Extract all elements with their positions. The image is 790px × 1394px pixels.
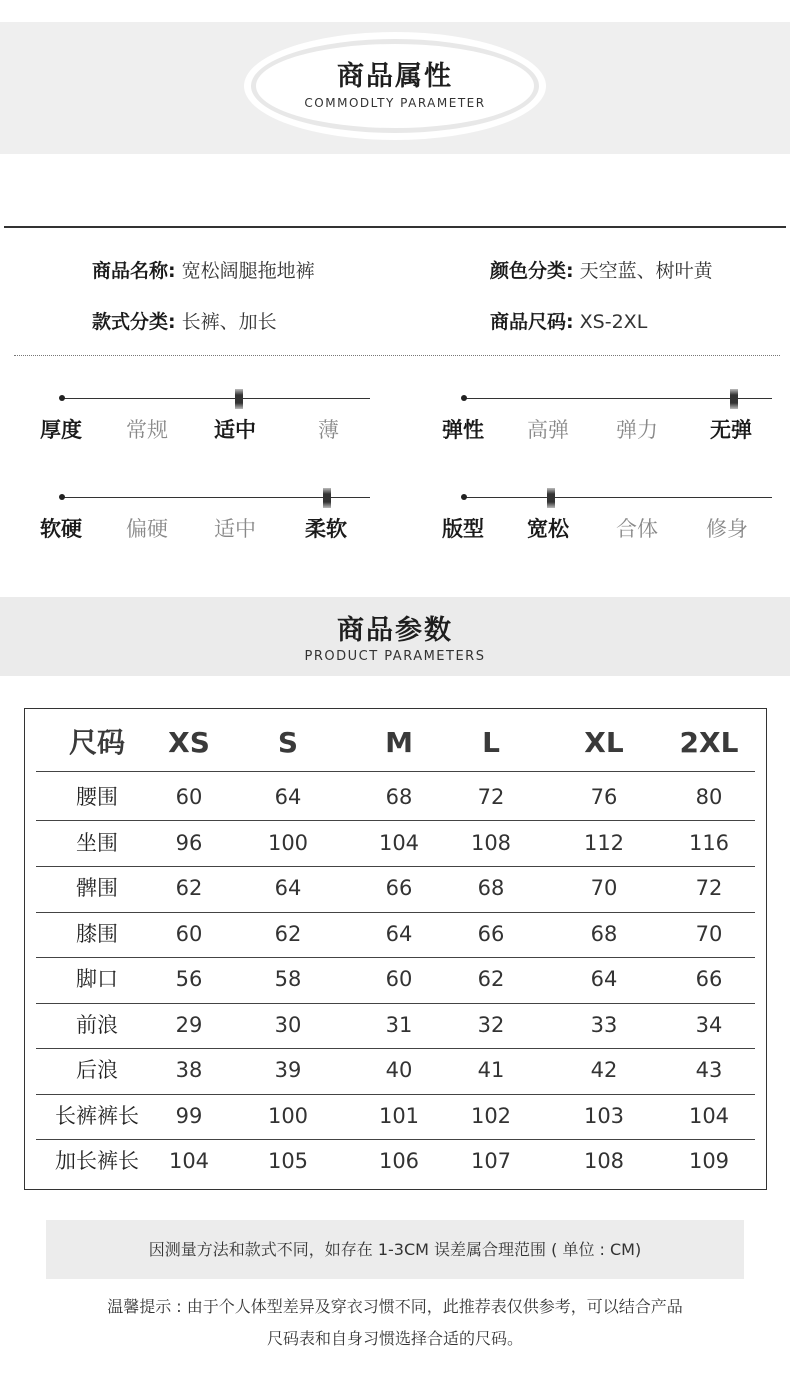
table-cell: 104 <box>688 1104 730 1128</box>
table-row-label: 坐围 <box>76 831 118 855</box>
attr-label: 颜色分类: <box>490 260 574 282</box>
table-cell: 60 <box>175 922 203 946</box>
table-cell: 43 <box>695 1058 723 1082</box>
slider-track-elasticity <box>464 398 772 399</box>
table-cell: 100 <box>267 831 309 855</box>
table-header-col: XL <box>584 726 624 759</box>
attr-size <box>490 307 647 334</box>
table-row-label: 脚口 <box>76 967 118 991</box>
table-row-label: 膝围 <box>76 922 118 946</box>
table-cell: 41 <box>477 1058 505 1082</box>
slider-title-elasticity: 弹性 <box>442 418 484 442</box>
attr-style <box>92 307 277 334</box>
table-header-col: XS <box>168 726 210 759</box>
attr-value: 天空蓝、树叶黄 <box>579 260 713 282</box>
table-cell: 34 <box>695 1013 723 1037</box>
slider-title-thickness: 厚度 <box>40 418 82 442</box>
attr-color <box>490 256 713 283</box>
slider-option-selected: 无弹 <box>710 418 752 442</box>
table-row-label: 髀围 <box>76 876 118 900</box>
table-cell: 107 <box>470 1149 512 1173</box>
table-header-size: 尺码 <box>68 726 125 759</box>
table-cell: 60 <box>175 785 203 809</box>
table-cell: 31 <box>385 1013 413 1037</box>
slider-option: 适中 <box>214 517 256 541</box>
table-cell: 68 <box>477 876 505 900</box>
slider-title-softness: 软硬 <box>40 517 82 541</box>
table-row-label: 加长裤长 <box>55 1149 139 1173</box>
slider-option-selected: 适中 <box>214 418 256 442</box>
slider-start-dot <box>59 494 65 500</box>
divider-solid <box>4 226 786 228</box>
table-cell: 66 <box>695 967 723 991</box>
slider-option: 偏硬 <box>126 517 168 541</box>
table-cell: 108 <box>583 1149 625 1173</box>
table-cell: 62 <box>175 876 203 900</box>
table-cell: 96 <box>175 831 203 855</box>
slider-option-selected: 宽松 <box>527 517 569 541</box>
table-row-divider <box>36 771 755 772</box>
table-cell: 109 <box>688 1149 730 1173</box>
attr-label: 商品名称: <box>92 260 176 282</box>
table-cell: 76 <box>590 785 618 809</box>
slider-option: 常规 <box>126 418 168 442</box>
attr-label: 商品尺码: <box>490 311 574 333</box>
table-cell: 38 <box>175 1058 203 1082</box>
table-cell: 56 <box>175 967 203 991</box>
divider-dotted <box>14 355 780 356</box>
attr-value: 宽松阔腿拖地裤 <box>181 260 315 282</box>
slider-start-dot <box>461 395 467 401</box>
attr-product-name <box>92 256 315 283</box>
table-cell: 108 <box>470 831 512 855</box>
table-cell: 80 <box>695 785 723 809</box>
table-cell: 103 <box>583 1104 625 1128</box>
table-cell: 33 <box>590 1013 618 1037</box>
table-cell: 116 <box>688 831 730 855</box>
slider-marker-softness <box>323 488 331 508</box>
table-cell: 42 <box>590 1058 618 1082</box>
table-row-label: 前浪 <box>76 1013 118 1037</box>
table-cell: 100 <box>267 1104 309 1128</box>
table-row-label: 后浪 <box>76 1058 118 1082</box>
table-cell: 112 <box>583 831 625 855</box>
slider-track-thickness <box>62 398 370 399</box>
table-cell: 32 <box>477 1013 505 1037</box>
table-cell: 64 <box>274 785 302 809</box>
slider-option-selected: 柔软 <box>305 517 347 541</box>
slider-start-dot <box>59 395 65 401</box>
table-row-label: 长裤裤长 <box>55 1104 139 1128</box>
table-cell: 70 <box>590 876 618 900</box>
tip-line-1: 温馨提示 : 由于个人体型差异及穿衣习惯不同，此推荐表仅供参考，可以结合产品 <box>107 1297 683 1316</box>
table-cell: 99 <box>175 1104 203 1128</box>
table-cell: 58 <box>274 967 302 991</box>
table-cell: 64 <box>274 876 302 900</box>
attr-label: 款式分类: <box>92 311 176 333</box>
measurement-note: 因测量方法和款式不同，如存在 1-3CM 误差属合理范围 ( 单位 : CM) <box>148 1240 642 1259</box>
slider-option: 薄 <box>318 418 339 442</box>
table-cell: 104 <box>168 1149 210 1173</box>
table-cell: 105 <box>267 1149 309 1173</box>
table-cell: 39 <box>274 1058 302 1082</box>
table-cell: 68 <box>590 922 618 946</box>
table-header-col: S <box>277 726 299 759</box>
attributes-subtitle: COMMODLTY PARAMETER <box>304 96 486 110</box>
slider-option: 修身 <box>706 517 748 541</box>
attr-value: XS-2XL <box>579 311 648 333</box>
table-cell: 60 <box>385 967 413 991</box>
table-header-col: 2XL <box>679 726 739 759</box>
slider-title-fit: 版型 <box>442 517 484 541</box>
slider-start-dot <box>461 494 467 500</box>
table-cell: 66 <box>477 922 505 946</box>
table-cell: 29 <box>175 1013 203 1037</box>
slider-option: 高弹 <box>527 418 569 442</box>
tip-line-2: 尺码表和自身习惯选择合适的尺码。 <box>266 1329 523 1348</box>
table-cell: 62 <box>477 967 505 991</box>
table-cell: 68 <box>385 785 413 809</box>
slider-marker-thickness <box>235 389 243 409</box>
table-cell: 102 <box>470 1104 512 1128</box>
table-cell: 66 <box>385 876 413 900</box>
table-cell: 101 <box>378 1104 420 1128</box>
table-cell: 64 <box>385 922 413 946</box>
table-cell: 40 <box>385 1058 413 1082</box>
table-cell: 30 <box>274 1013 302 1037</box>
table-cell: 72 <box>477 785 505 809</box>
table-cell: 106 <box>378 1149 420 1173</box>
parameters-title: 商品参数 <box>337 615 453 646</box>
attr-value: 长裤、加长 <box>181 311 277 333</box>
slider-option: 合体 <box>616 517 658 541</box>
slider-track-fit <box>464 497 772 498</box>
slider-option: 弹力 <box>616 418 658 442</box>
table-cell: 62 <box>274 922 302 946</box>
table-row-label: 腰围 <box>76 785 118 809</box>
table-header-col: L <box>482 726 500 759</box>
table-header-col: M <box>385 726 413 759</box>
table-cell: 104 <box>378 831 420 855</box>
table-cell: 70 <box>695 922 723 946</box>
attributes-title: 商品属性 <box>337 61 453 92</box>
parameters-subtitle: PRODUCT PARAMETERS <box>304 649 486 664</box>
table-cell: 72 <box>695 876 723 900</box>
slider-marker-fit <box>547 488 555 508</box>
slider-marker-elasticity <box>730 389 738 409</box>
table-cell: 64 <box>590 967 618 991</box>
